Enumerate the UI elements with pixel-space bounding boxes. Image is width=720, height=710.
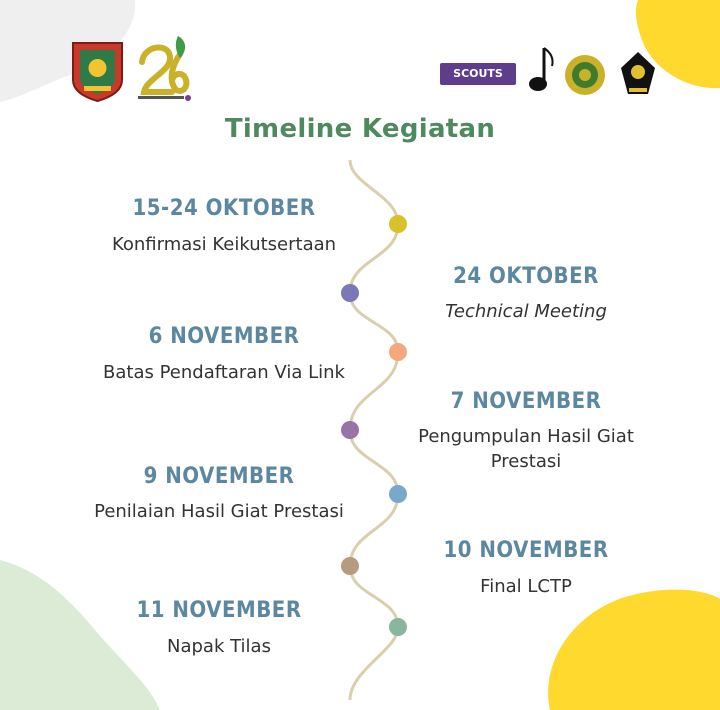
scouts-logo-label: SCOUTS: [453, 67, 503, 80]
timeline-dot: [341, 557, 359, 575]
event-date: 11 NOVEMBER: [136, 598, 302, 623]
event-description: Napak Tilas: [167, 636, 271, 657]
event-description: Batas Pendaftaran Via Link: [103, 362, 345, 383]
page-title: Timeline Kegiatan: [224, 114, 496, 144]
event-description: Pengumpulan Hasil Giat Prestasi: [418, 426, 634, 472]
event-date: 9 NOVEMBER: [143, 464, 295, 489]
event-description: Technical Meeting: [445, 301, 607, 322]
event-date: 10 NOVEMBER: [443, 538, 609, 563]
event-date: 6 NOVEMBER: [148, 324, 300, 349]
event-description: Penilaian Hasil Giat Prestasi: [94, 501, 344, 522]
timeline-dot: [341, 421, 359, 439]
event-description: Konfirmasi Keikutsertaan: [111, 234, 337, 255]
timeline-dot: [389, 215, 407, 233]
event-date: 24 OKTOBER: [453, 264, 599, 289]
timeline-dot: [341, 284, 359, 302]
event-description: Final LCTP: [480, 576, 572, 597]
timeline-dot: [389, 343, 407, 361]
event-date: 7 NOVEMBER: [450, 389, 602, 414]
timeline-dot: [389, 618, 407, 636]
timeline-dot: [389, 485, 407, 503]
event-date: 15-24 OKTOBER: [132, 196, 316, 221]
